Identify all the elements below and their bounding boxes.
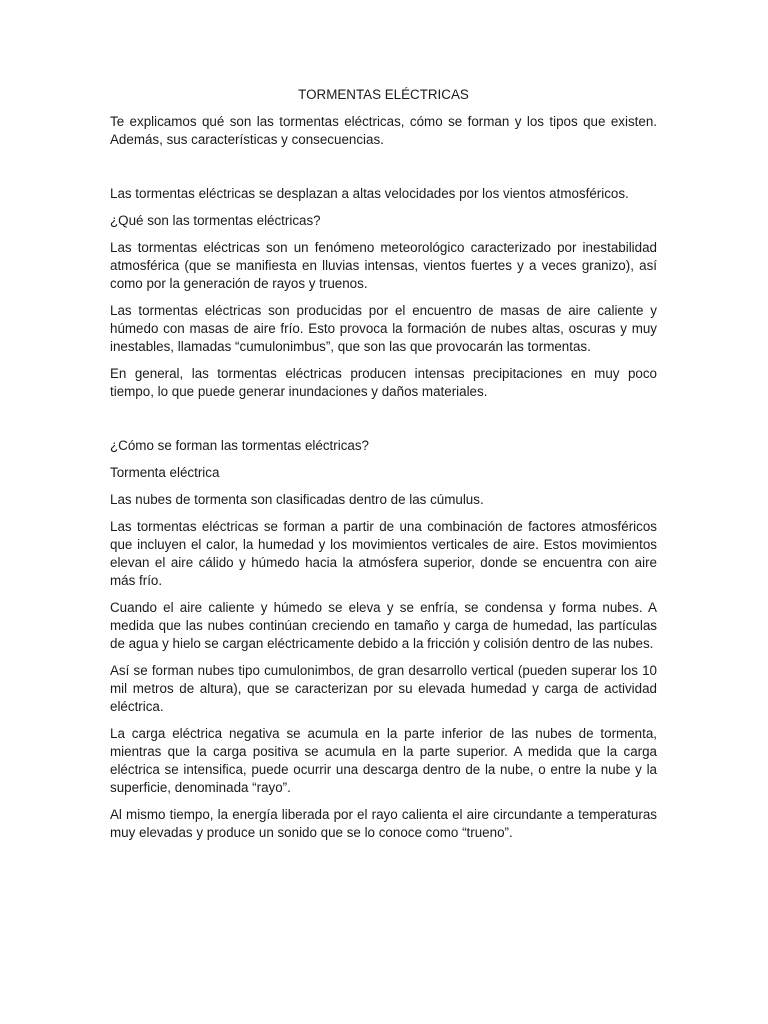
paragraph-cumulus: Las nubes de tormenta son clasificadas dentro de las cúmulus. [110,492,484,507]
spacer [110,158,657,185]
paragraph-air-masses: Las tormentas eléctricas son producidas por el encuentro de masas de aire caliente y húmedo con masas de aire frío. Esto provoca la formación de nubes altas, oscuras y muy inestables, llamadas “cumulonimbus”, que son las que provocarán las tormentas. [110,303,657,354]
paragraph-condensation: Cuando el aire caliente y húmedo se eleva y se enfría, se condensa y forma nubes. A medida que las nubes continúan creciendo en tamaño y carga de humedad, las partículas de agua y hielo se cargan eléctricamente debido a la fricción y colisión dentro de las nubes. [110,600,657,651]
intro-paragraph: Te explicamos qué son las tormentas eléctricas, cómo se forman y los tipos que existen. Además, sus características y consecuencias. [110,114,657,147]
paragraph-charge: La carga eléctrica negativa se acumula en la parte inferior de las nubes de tormenta, mientras que la carga positiva se acumula en la parte superior. A medida que la carga eléctrica se intensifica, puede ocurrir una descarga dentro de la nube, o entre la nube y la superficie, denominada “rayo”. [110,726,657,795]
image-caption: Tormenta eléctrica [110,465,220,480]
paragraph-precipitation: En general, las tormentas eléctricas producen intensas precipitaciones en muy poco tiempo, lo que puede generar inundaciones y daños materiales. [110,366,657,399]
document-title: TORMENTAS ELÉCTRICAS [298,87,469,102]
document-page [110,86,657,851]
paragraph-formation: Las tormentas eléctricas se forman a partir de una combinación de factores atmosféricos que incluyen el calor, la humedad y los movimientos verticales de aire. Estos movimientos elevan el aire cálido y húmedo hacia la atmósfera superior, donde se encuentra con aire más frío. [110,519,657,588]
section-heading-what: ¿Qué son las tormentas eléctricas? [110,213,321,228]
paragraph-cumulonimbus: Así se forman nubes tipo cumulonimbos, de gran desarrollo vertical (pueden superar los 10 mil metros de altura), que se caracterizan por su elevada humedad y carga de actividad eléctrica. [110,663,657,714]
paragraph-thunder: Al mismo tiempo, la energía liberada por el rayo calienta el aire circundante a temperaturas muy elevadas y produce un sonido que se lo conoce como “trueno”. [110,807,657,840]
paragraph-wind: Las tormentas eléctricas se desplazan a altas velocidades por los vientos atmosféricos. [110,186,629,201]
paragraph-definition: Las tormentas eléctricas son un fenómeno meteorológico caracterizado por inestabilidad atmosférica (que se manifiesta en lluvias intensas, vientos fuertes y a veces granizo), así como por la generación de rayos y truenos. [110,240,657,291]
section-heading-how: ¿Cómo se forman las tormentas eléctricas? [110,438,369,453]
spacer [110,410,657,437]
